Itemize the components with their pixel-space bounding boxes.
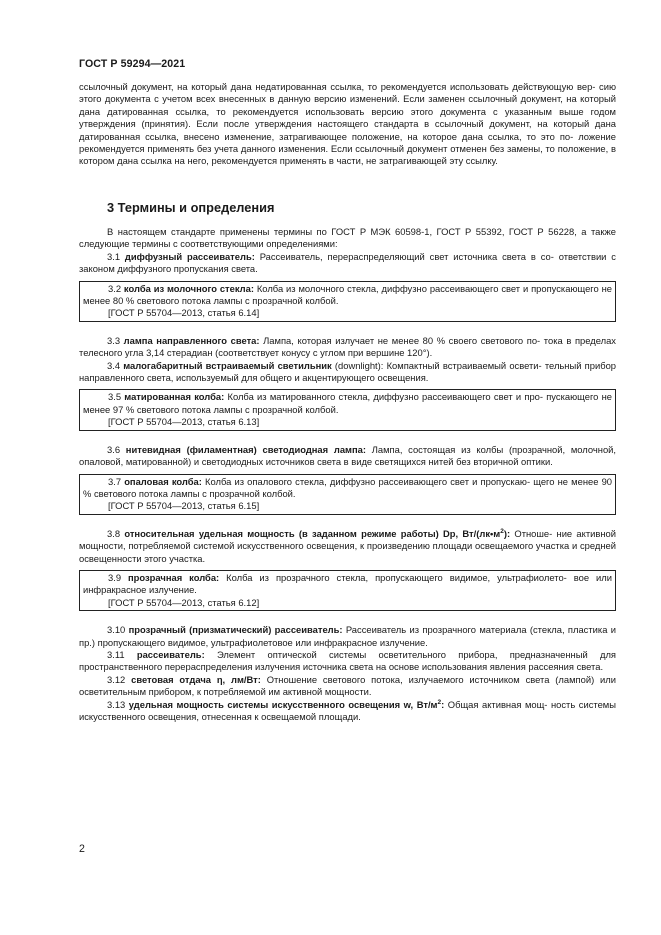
term-3-11: 3.11 рассеиватель: Элемент оптической системы осветительного прибора, предназначенный для пространственного перераспределения излучения источника света на основе использования явления рассеяния света. xyxy=(79,648,616,673)
term-3-13: 3.13 удельная мощность системы искусственного освещения w, $Вт/м^2$: Общая активная мощ- ность системы искусственного освещения, отнесенная к освещаемой площади. xyxy=(79,698,616,722)
term-source: [ГОСТ Р 55704—2013, статья 6.12] xyxy=(108,596,260,608)
term-3-8: 3.8 относительная удельная мощность (в заданном режиме работы) Dp, $Вт/(лк•м^2)$: Отноше- ние активной мощности, потребляемой системой искусственного освещения, к произведению площади освещаемого участка и средней освещенности этого участка. xyxy=(79,527,616,564)
intro-text: ссылочный документ, на который дана недатированная ссылка, то рекомендуется использовать действующую вер- сию этого документа с учетом всех внесенных в данную версию изменений. Если заменен ссылочный документ, на который дана датированная ссылка, то рекомендуется использовать версию этого документа с указанным выше годом утверждения (принятия). Если после утверждения настоящего стандарта в ссылочный документ, на который дана датированная ссылка, внесено изменение, затрагивающее положение, на которое дана ссылка, то это по- ложение рекомендуется применять без учета данного изменения. Если ссылочный документ отменен без замены, то положение, в котором дана ссылка на него, рекомендуется применять в части, не затрагивающей эту ссылку. xyxy=(79,81,616,167)
term-name: удельная мощность системы искусственного освещения w, $Вт/м^2$: xyxy=(128,698,445,710)
term-name: матированная колба: xyxy=(124,391,225,403)
term-name: относительная удельная мощность (в заданном режиме работы) Dp, $Вт/(лк•м^2)$: xyxy=(124,527,511,539)
term-name: световая отдача η, лм/Вт: xyxy=(131,673,261,685)
term-box-3-5 xyxy=(79,389,616,430)
term-name: рассеиватель: xyxy=(136,648,205,660)
term-3-12: 3.12 световая отдача η, лм/Вт: Отношение светового потока, излучаемого источником света (лампой) или осветительным прибором, к потребляемой им активной мощности. xyxy=(79,673,616,698)
term-3-2: 3.2 колба из молочного стекла: Колба из молочного стекла, диффузно рассеивающего свет и пропускающего не менее 80 % светового потока лампы с прозрачной колбой. xyxy=(83,282,612,307)
term-3-7: 3.7 опаловая колба: Колба из опалового стекла, диффузно рассеивающего свет и пропускаю- щего не менее 90 % светового потока лампы с прозрачной колбой. xyxy=(83,475,613,499)
term-name: нитевидная (филаментная) светодиодная лампа: xyxy=(125,443,366,455)
term-3-6: 3.6 нитевидная (филаментная) светодиодная лампа: Лампа, состоящая из колбы (прозрачной, молочной, опаловой, матированной) и светодиодных источников света в виде светящихся нитей без вторичной оптики. xyxy=(79,443,617,468)
term-name: колба из молочного стекла: xyxy=(123,282,254,294)
term-name: прозрачный (призматический) рассеиватель: xyxy=(128,624,343,636)
term-3-1: 3.1 диффузный рассеиватель: Рассеиватель, перераспределяющий свет источника света в со- ответствии с законом диффузного пропускания света. xyxy=(79,250,616,275)
term-3-10: 3.10 прозрачный (призматический) рассеиватель: Рассеиватель из прозрачного материала (стекла, пластика и пр.) пропускающего видимое, ультрафиолетовое или инфракрасное излучение. xyxy=(79,624,616,648)
term-3-3: 3.3 лампа направленного света: Лампа, которая излучает не менее 80 % своего светового по- тока в пределах телесного угла 3,14 стерадиан (соответствует конусу с углом при вершине 120°). xyxy=(79,334,616,359)
intro-paragraph xyxy=(79,81,616,168)
section-title: 3 Термины и определения xyxy=(107,200,275,215)
term-source: [ГОСТ Р 55704—2013, статья 6.13] xyxy=(108,416,260,428)
term-box-3-7 xyxy=(79,474,616,515)
term-source: [ГОСТ Р 55704—2013, статья 6.14] xyxy=(108,307,260,319)
term-box-3-9 xyxy=(79,570,616,611)
term-name: опаловая колба: xyxy=(124,475,202,487)
term-source: [ГОСТ Р 55704—2013, статья 6.15] xyxy=(108,500,260,512)
term-name: диффузный рассеиватель: xyxy=(124,250,255,262)
page-number: 2 xyxy=(79,843,85,855)
term-box-3-2 xyxy=(79,281,616,322)
terms-section xyxy=(79,226,616,723)
lead-paragraph: В настоящем стандарте применены термины по ГОСТ Р МЭК 60598-1, ГОСТ Р 55392, ГОСТ Р 56228, а также следующие термины с соответствующими определениями: xyxy=(79,226,616,250)
term-name: прозрачная колба: xyxy=(128,571,220,583)
term-3-9: 3.9 прозрачная колба: Колба из прозрачного стекла, пропускающего видимое, ультрафиолето- вое или инфракрасное излучение. xyxy=(83,571,612,596)
term-name: малогабаритный встраиваемый светильник xyxy=(123,359,332,371)
term-name: лампа направленного света: xyxy=(123,334,260,346)
standard-header: ГОСТ Р 59294—2021 xyxy=(79,58,186,70)
term-3-4: 3.4 малогабаритный встраиваемый светильник (downlight): Компактный встраиваемый освети- тельный прибор направленного света, используемый для общего и акцентирующего освещения. xyxy=(79,359,616,384)
term-3-5: 3.5 матированная колба: Колба из матированного стекла, диффузно рассеивающего свет и про- пускающего не менее 97 % светового потока лампы с прозрачной колбой. xyxy=(83,391,613,415)
